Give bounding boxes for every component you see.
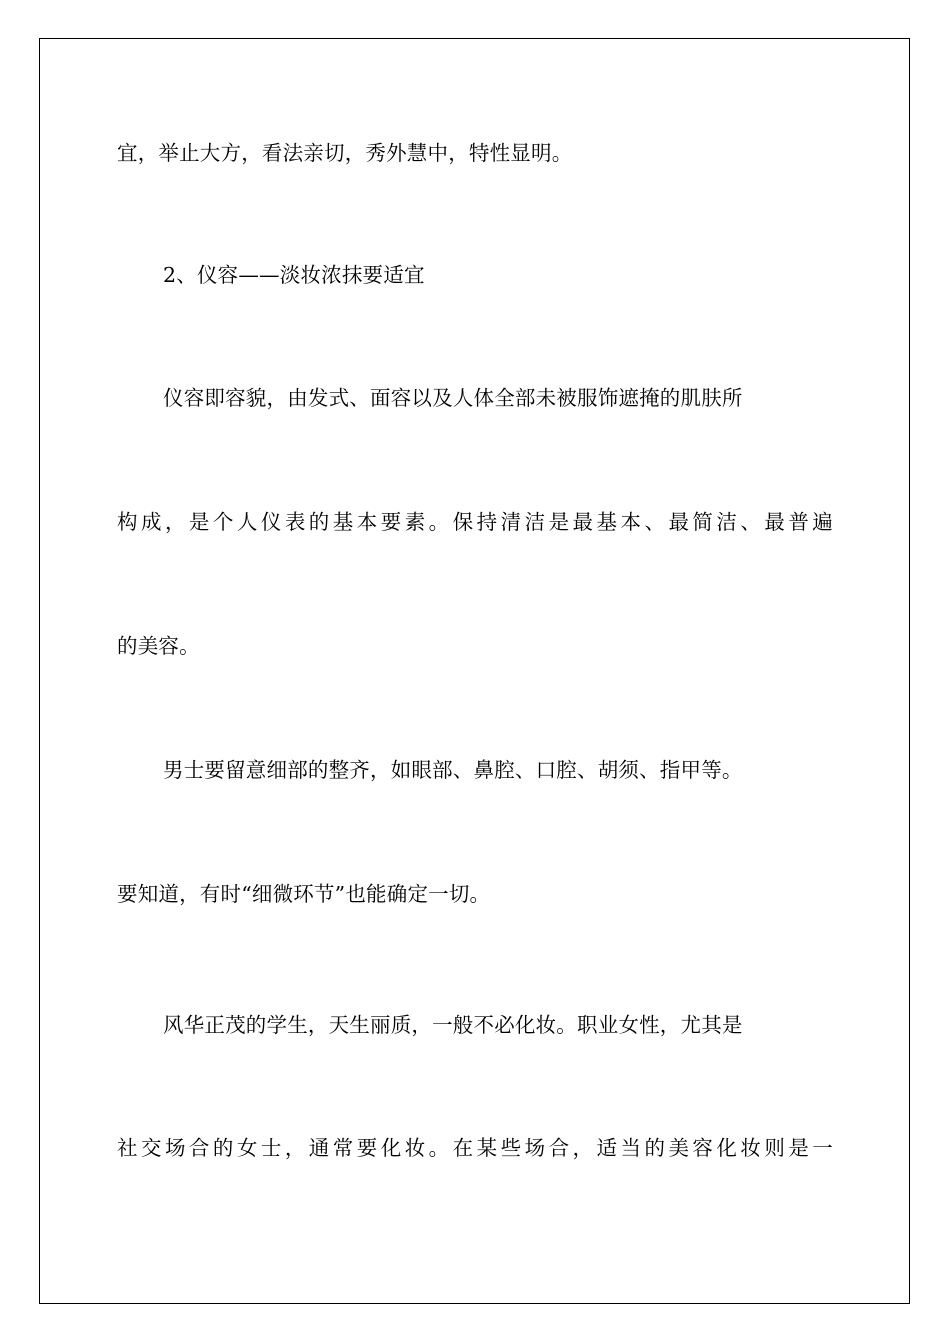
text-line-3: 仪容即容貌，由发式、面容以及人体全部未被服饰遮掩的肌肤所 bbox=[163, 386, 743, 410]
text-line-4: 构成，是个人仪表的基本要素。保持清洁是最基本、最简洁、最普遍 bbox=[117, 510, 833, 534]
text-line-6: 男士要留意细部的整齐，如眼部、鼻腔、口腔、胡须、指甲等。 bbox=[163, 758, 743, 782]
text-line-7: 要知道，有时“细微环节”也能确定一切。 bbox=[117, 882, 491, 906]
text-line-1: 宜，举止大方，看法亲切，秀外慧中，特性显明。 bbox=[117, 141, 573, 165]
text-line-8: 风华正茂的学生，天生丽质，一般不必化妆。职业女性，尤其是 bbox=[163, 1013, 743, 1037]
section-heading: 2、仪容——淡妆浓抹要适宜 bbox=[163, 263, 425, 287]
text-line-9: 社交场合的女士，通常要化妆。在某些场合，适当的美容化妆则是一 bbox=[117, 1136, 833, 1160]
page-frame bbox=[39, 38, 910, 1304]
text-line-5: 的美容。 bbox=[117, 634, 200, 658]
